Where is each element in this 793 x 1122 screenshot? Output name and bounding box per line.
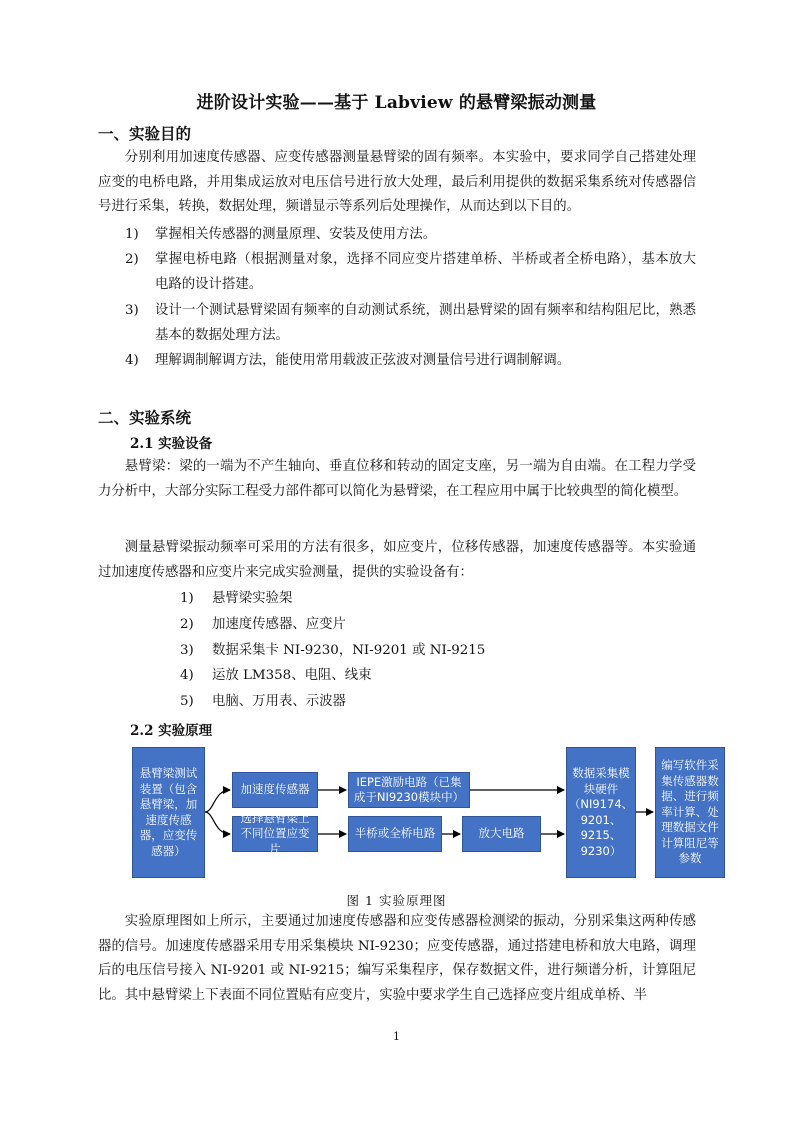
- paper-title: 进阶设计实验——基于 Labview 的悬臂梁振动测量: [196, 93, 597, 113]
- purpose-intro-paragraph: 分别利用加速度传感器、应变传感器测量悬臂梁的固有频率。本实验中，要求同学自己搭建处理应变的电桥电路，并用集成运放对电压信号进行放大处理，最后利用提供的数据采集系统对传感器信号进行采集，转换，数据处理，频谱显示等系列后处理操作，从而达到以下目的。: [98, 150, 696, 215]
- diagram-box-software: 编写软件采集传感器数据、进行频率计算、处理数据文件计算阻尼等参数: [655, 747, 725, 878]
- purpose-list: [98, 222, 696, 373]
- diagram-box-iepe-circuit: IEPE激励电路（已集成于NI9230模块中）: [348, 772, 470, 808]
- diagram-box-bridge-circuit: 半桥或全桥电路: [348, 816, 442, 852]
- figure-caption: 图 1 实验原理图: [346, 893, 447, 908]
- list-item: 1) 掌握相关传感器的测量原理、安装及使用方法。: [125, 227, 437, 242]
- section-heading-purpose: 一、实验目的: [98, 124, 192, 143]
- arrow-beam-to-accel: [205, 790, 230, 812]
- diagram-box-beam-device: 悬臂梁测试装置（包含悬臂梁，加速度传感器，应变传感器）: [132, 747, 205, 878]
- equipment-list: [180, 586, 485, 715]
- arrow-beam-to-strain: [205, 812, 230, 834]
- principle-paragraph: 实验原理图如上所示，主要通过加速度传感器和应变传感器检测梁的振动，分别采集这两种传感器的信号。加速度传感器采用专用采集模块 NI-9230；应变传感器，通过搭建电桥和放大电路，调理后的电压信号接入 NI-9201 或 NI-9215；编写采集程序，保存数据文件，进行频谱分析，计算阻尼比。其中悬臂梁上下表面不同位置贴有应变片，实验中要求学生自己选择应变片组成单桥、半: [98, 914, 696, 1003]
- diagram-box-strain-gauge-select: 选择悬臂梁上不同位置应变片: [232, 816, 318, 852]
- list-item: 1) 悬臂梁实验架: [180, 591, 293, 606]
- equipment-paragraph-2: 测量悬臂梁振动频率可采用的方法有很多，如应变片，位移传感器，加速度传感器等。本实验通过加速度传感器和应变片来完成实验测量，提供的实验设备有：: [98, 540, 696, 580]
- list-item: 4) 理解调制解调方法，能使用常用载波正弦波对测量信号进行调制解调。: [125, 353, 571, 369]
- section-heading-system: 二、实验系统: [98, 408, 192, 427]
- list-item: 3) 数据采集卡 NI-9230，NI-9201 或 NI-9215: [180, 642, 486, 658]
- list-item: 2) 掌握电桥电路（根据测量对象，选择不同应变片搭建单桥、半桥或者全桥电路），基本放大电路的设计搭建。: [125, 252, 696, 293]
- subsection-heading-equipment: 2.1 实验设备: [130, 436, 213, 452]
- page-number: 1: [393, 1030, 400, 1043]
- list-item: 2) 加速度传感器、应变片: [180, 616, 346, 632]
- subsection-heading-principle: 2.2 实验原理: [130, 723, 213, 739]
- diagram-box-accelerometer: 加速度传感器: [232, 772, 318, 808]
- list-item: 5) 电脑、万用表、示波器: [180, 694, 346, 710]
- list-item: 4) 运放 LM358、电阻、线束: [180, 668, 372, 684]
- diagram-box-daq-hardware: 数据采集模块硬件（NI9174、9201、9215、9230）: [566, 747, 636, 878]
- diagram-box-amplifier: 放大电路: [462, 816, 541, 852]
- equipment-paragraph-1: 悬臂梁：梁的一端为不产生轴向、垂直位移和转动的固定支座，另一端为自由端。在工程力学受力分析中，大部分实际工程受力部件都可以简化为悬臂梁，在工程应用中属于比较典型的简化模型。: [98, 459, 696, 499]
- list-item: 3) 设计一个测试悬臂梁固有频率的自动测试系统，测出悬臂梁的固有频率和结构阻尼比，熟悉基本的数据处理方法。: [125, 302, 696, 343]
